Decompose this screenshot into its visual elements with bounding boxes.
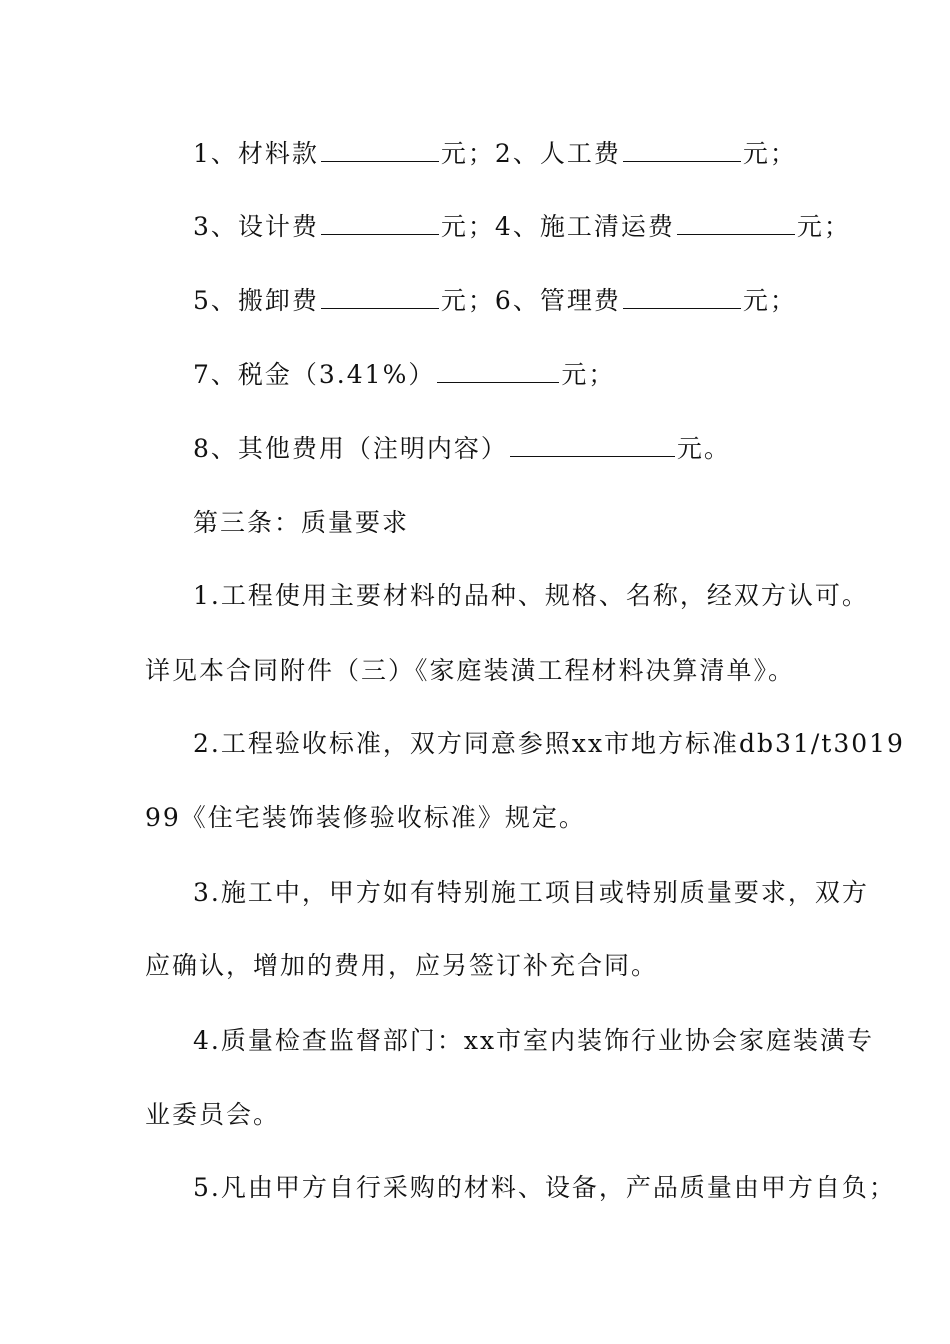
paragraph-line: 5.凡由甲方自行采购的材料、设备，产品质量由甲方自负； (193, 1173, 896, 1202)
amount-blank[interactable] (677, 212, 795, 235)
fee-unit: 元； (796, 212, 851, 241)
tax-label: 7、税金（3.41%） (193, 360, 436, 389)
paragraph-line: 业委员会。 (145, 1100, 281, 1129)
fee-unit: 元； (742, 286, 797, 315)
fee-label: 2、人工费 (494, 139, 621, 168)
fee-label: 6、管理费 (494, 286, 621, 315)
paragraph-line: 3.施工中，甲方如有特别施工项目或特别质量要求，双方 (193, 878, 869, 907)
other-fee-label: 8、其他费用（注明内容） (193, 434, 508, 463)
fee-unit: 元； (440, 139, 495, 168)
paragraph-line: 详见本合同附件（三）《家庭装潢工程材料决算清单》。 (145, 656, 796, 685)
section-title: 第三条：质量要求 (193, 508, 410, 537)
amount-blank[interactable] (510, 434, 675, 457)
other-fee-line (193, 433, 731, 465)
fee-label: 1、材料款 (193, 139, 319, 168)
amount-blank[interactable] (321, 139, 439, 162)
amount-blank[interactable] (437, 360, 559, 383)
fee-line-2 (193, 211, 851, 243)
fee-unit: 元； (742, 139, 797, 168)
fee-line-1 (193, 138, 797, 170)
fee-label: 4、施工清运费 (494, 212, 675, 241)
amount-blank[interactable] (623, 139, 741, 162)
fee-line-3 (193, 285, 797, 317)
amount-blank[interactable] (623, 286, 741, 309)
paragraph-line: 应确认，增加的费用，应另签订补充合同。 (145, 951, 659, 980)
fee-unit: 元； (440, 286, 495, 315)
paragraph-line: 1.工程使用主要材料的品种、规格、名称，经双方认可。 (193, 581, 869, 610)
fee-label: 3、设计费 (193, 212, 319, 241)
amount-blank[interactable] (321, 212, 439, 235)
tax-unit: 元； (561, 360, 616, 389)
tax-line (193, 359, 615, 391)
paragraph-line: 4.质量检查监督部门：xx市室内装饰行业协会家庭装潢专 (193, 1026, 875, 1055)
other-fee-unit: 元。 (676, 434, 731, 463)
paragraph-line: 2.工程验收标准，双方同意参照xx市地方标准db31/t3019 (193, 729, 905, 758)
amount-blank[interactable] (321, 286, 439, 309)
fee-label: 5、搬卸费 (193, 286, 319, 315)
fee-unit: 元； (440, 212, 495, 241)
paragraph-line: 99《住宅装饰装修验收标准》规定。 (145, 803, 586, 832)
